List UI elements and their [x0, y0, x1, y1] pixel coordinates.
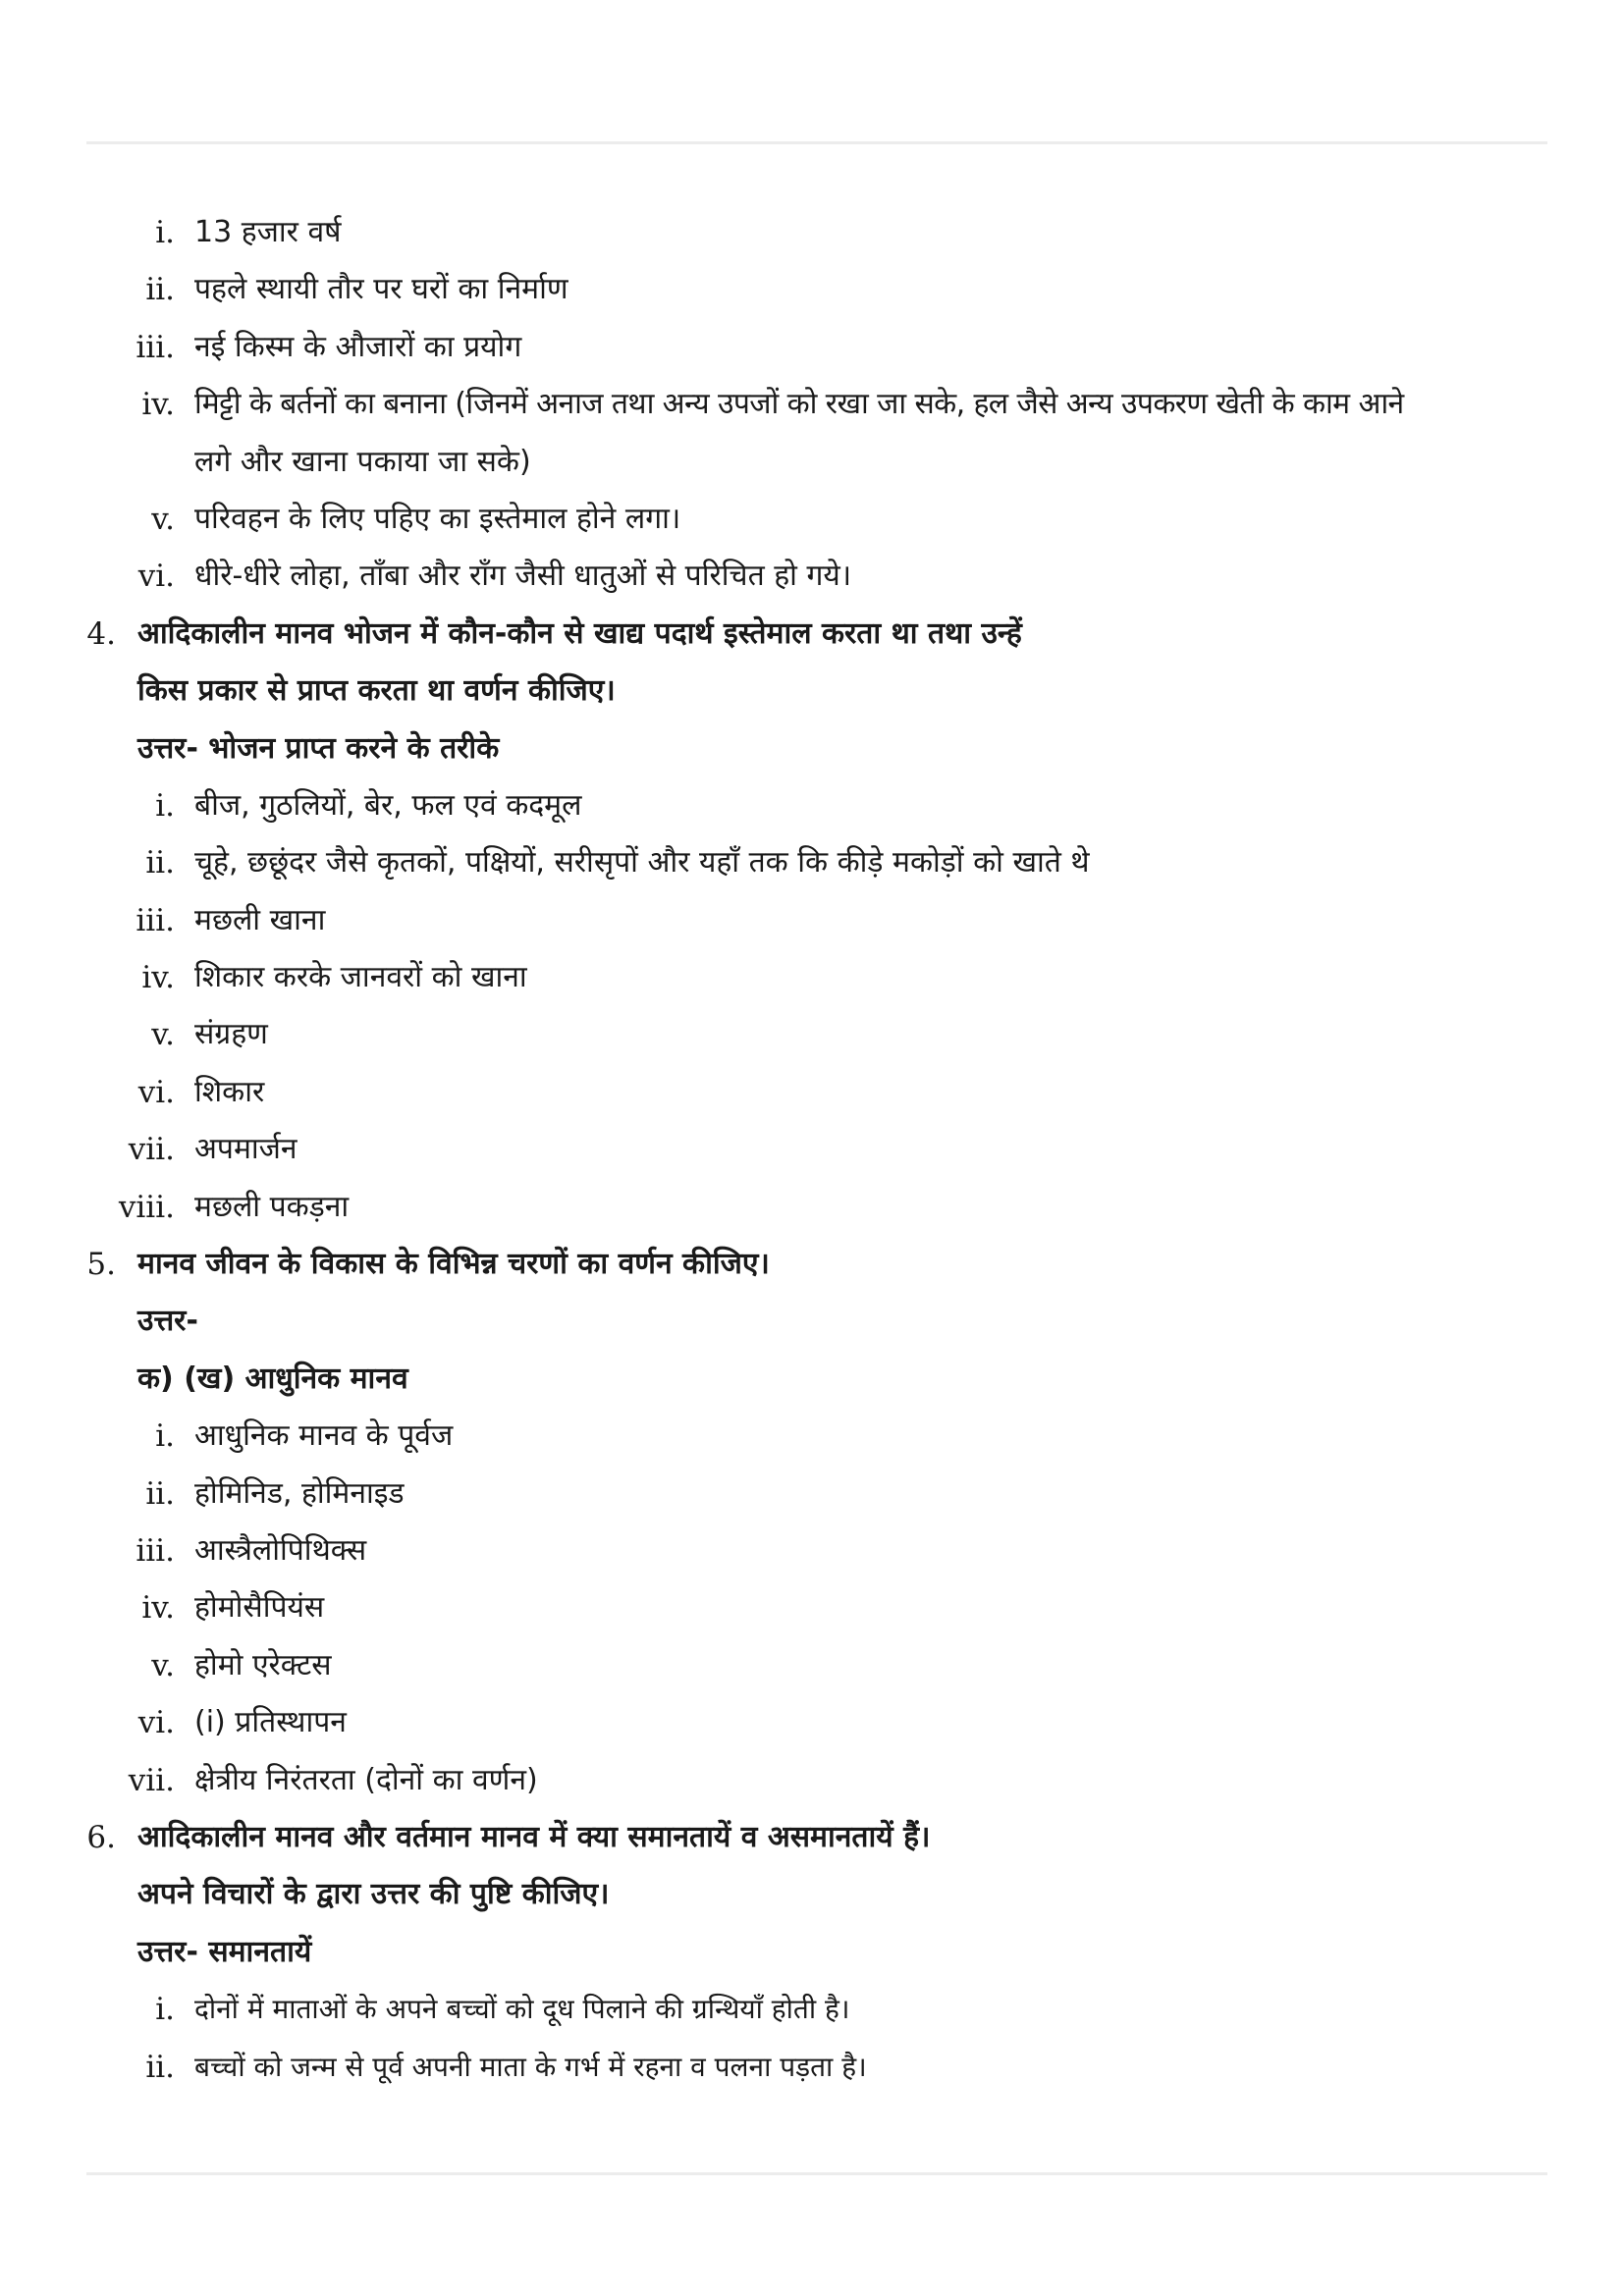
document-body — [0, 204, 1623, 2096]
question-6-continuation — [0, 1866, 1623, 1923]
item-text: होमिनिड, होमिनाइड — [194, 1475, 405, 1511]
item-number: ii. — [145, 1475, 175, 1512]
item-number: viii. — [118, 1189, 175, 1225]
top-divider — [86, 141, 1547, 144]
list-item — [0, 1064, 1623, 1121]
item-text: पहले स्थायी तौर पर घरों का निर्माण — [194, 272, 568, 307]
item-number: ii. — [145, 845, 175, 881]
item-text: आधुनिक मानव के पूर्वज — [194, 1418, 454, 1454]
question-text: आदिकालीन मानव भोजन में कौन-कौन से खाद्य पदार्थ इस्तेमाल करता था तथा उन्हें — [137, 615, 1022, 651]
question-text: आदिकालीन मानव और वर्तमान मानव में क्या समानतायें व असमानतायें हैं। — [137, 1819, 931, 1854]
item-text: मछली खाना — [194, 902, 326, 937]
list-item — [0, 892, 1623, 949]
list-item — [0, 319, 1623, 376]
item-text: संग्रहण — [194, 1017, 268, 1052]
item-text: 13 हजार वर्ष — [194, 215, 342, 249]
item-number: v. — [151, 1647, 175, 1683]
item-number: vii. — [128, 1762, 175, 1798]
list-item — [0, 1408, 1623, 1465]
item-text: चूहे, छछूंदर जैसे कृतकों, पक्षियों, सरीसृपों और यहाँ तक कि कीड़े मकोड़ों को खाते थे — [194, 845, 1090, 881]
list-item — [0, 1637, 1623, 1694]
item-number: vii. — [128, 1132, 175, 1168]
item-text: बीज, गुठलियों, बेर, फल एवं कदमूल — [194, 787, 582, 823]
item-text: शिकार करके जानवरों को खाना — [194, 960, 527, 995]
item-text: (i) प्रतिस्थापन — [194, 1705, 347, 1740]
item-number: ii. — [145, 2049, 175, 2085]
item-number: iii. — [135, 1532, 175, 1569]
question-text: किस प्रकार से प्राप्त करता था वर्णन कीजिए। — [137, 673, 616, 709]
list-item — [0, 376, 1623, 433]
list-item — [0, 1121, 1623, 1178]
list-item — [0, 548, 1623, 605]
list-item — [0, 1466, 1623, 1522]
answer-heading — [0, 1293, 1623, 1350]
item-text: धीरे-धीरे लोहा, ताँबा और राँग जैसी धातुओं से परिचित हो गये। — [194, 559, 852, 594]
answer-label: उत्तर- भोजन प्राप्त करने के तरीके — [137, 730, 500, 766]
question-4 — [0, 606, 1623, 663]
item-number: v. — [151, 501, 175, 537]
item-text: होमो एरेक्टस — [194, 1647, 332, 1682]
item-text: बच्चों को जन्म से पूर्व अपनी माता के गर्भ में रहना व पलना पड़ता है। — [194, 2050, 867, 2083]
item-number: i. — [155, 215, 175, 250]
list-item — [0, 834, 1623, 891]
list-item — [0, 1694, 1623, 1751]
item-text: मछली पकड़ना — [194, 1189, 350, 1224]
item-text: शिकार — [194, 1074, 265, 1109]
item-number: iii. — [135, 329, 175, 365]
item-number: v. — [151, 1017, 175, 1053]
sub-heading-text: क) (ख) आधुनिक मानव — [137, 1361, 408, 1396]
item-number: i. — [155, 1418, 175, 1455]
answer-label: उत्तर- समानतायें — [137, 1934, 312, 1969]
question-4-continuation — [0, 663, 1623, 720]
item-text: परिवहन के लिए पहिए का इस्तेमाल होने लगा। — [194, 501, 681, 536]
question-text: अपने विचारों के द्वारा उत्तर की पुष्टि कीजिए। — [137, 1877, 610, 1912]
list-item — [0, 491, 1623, 548]
item-number: ii. — [145, 272, 175, 308]
list-item — [0, 777, 1623, 834]
question-number: 5. — [86, 1247, 116, 1283]
answer-heading — [0, 1924, 1623, 1981]
question-text: मानव जीवन के विकास के विभिन्न चरणों का वर्णन कीजिए। — [137, 1247, 770, 1282]
list-item — [0, 2039, 1623, 2096]
list-item — [0, 204, 1623, 261]
list-item — [0, 949, 1623, 1006]
sub-heading — [0, 1351, 1623, 1408]
item-text: दोनों में माताओं के अपने बच्चों को दूध पिलाने की ग्रन्थियाँ होती है। — [194, 1993, 850, 2026]
item-number: iv. — [141, 1590, 175, 1627]
item-text: अपमार्जन — [194, 1132, 298, 1167]
item-number: vi. — [137, 559, 175, 595]
item-text: आस्त्रैलोपिथिक्स — [194, 1532, 367, 1568]
question-5 — [0, 1236, 1623, 1293]
list-item — [0, 1179, 1623, 1236]
list-item — [0, 1006, 1623, 1063]
item-number: vi. — [137, 1705, 175, 1741]
list-item — [0, 1981, 1623, 2038]
item-number: i. — [155, 1992, 175, 2028]
item-number: vi. — [137, 1074, 175, 1110]
question-number: 6. — [86, 1819, 116, 1855]
answer-label: उत्तर- — [137, 1304, 198, 1339]
item-text: मिट्टी के बर्तनों का बनाना (जिनमें अनाज तथा अन्य उपजों को रखा जा सके, हल जैसे अन्य उपकरण खेती के काम आने — [194, 387, 1404, 422]
item-number: iv. — [141, 387, 175, 423]
item-number: iii. — [135, 902, 175, 938]
answer-heading — [0, 721, 1623, 777]
list-item-continuation: लगे और खाना पकाया जा सके) — [194, 444, 531, 479]
item-text: क्षेत्रीय निरंतरता (दोनों का वर्णन) — [194, 1762, 538, 1797]
bottom-divider — [86, 2172, 1547, 2175]
list-item — [0, 261, 1623, 318]
list-item — [0, 1752, 1623, 1809]
question-6 — [0, 1809, 1623, 1866]
item-text: नई किस्म के औजारों का प्रयोग — [194, 329, 522, 364]
item-number: iv. — [141, 960, 175, 996]
question-number: 4. — [86, 615, 116, 652]
item-number: i. — [155, 787, 175, 824]
list-item — [0, 1579, 1623, 1636]
list-item — [0, 1522, 1623, 1579]
item-text: होमोसैपियंस — [194, 1590, 325, 1626]
